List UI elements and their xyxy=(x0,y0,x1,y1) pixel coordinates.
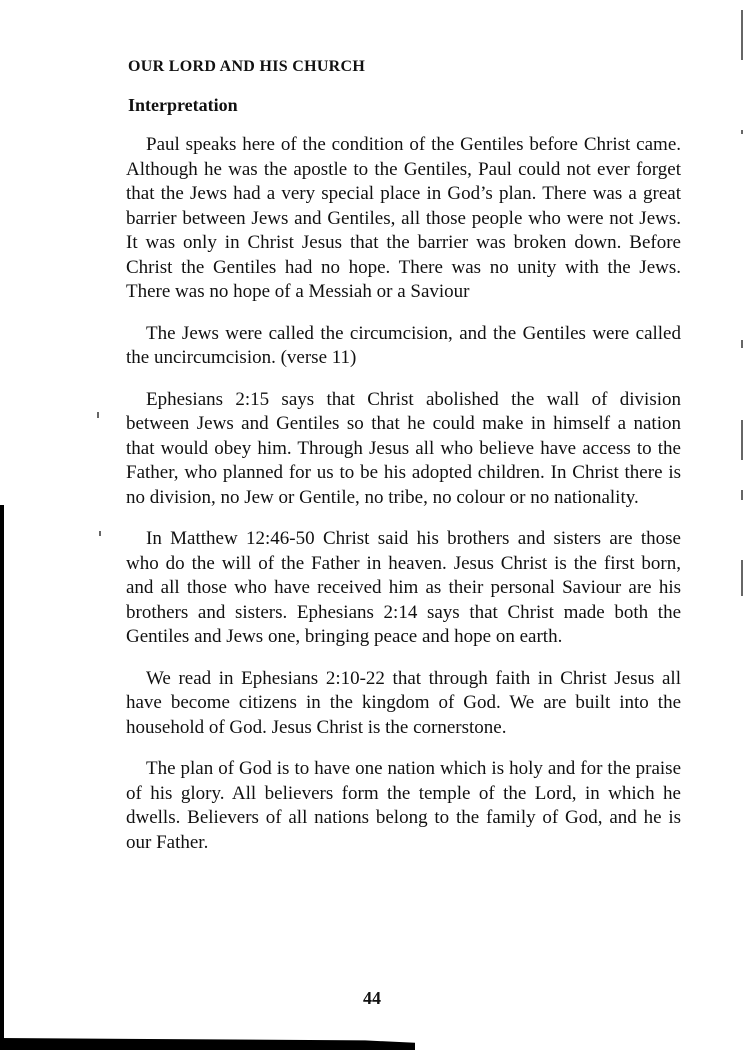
scan-mark xyxy=(99,531,101,536)
section-heading: Interpretation xyxy=(128,95,238,115)
scan-mark xyxy=(741,560,743,596)
scan-mark xyxy=(741,420,743,460)
paragraph: Ephesians 2:15 says that Christ abolished the wall of division between Jews and Gentiles so that he could make in himself a nation that would obey him. Through Jesus all who believe have access to the Father, who planned for us to be his adopted children. In Christ there is no division, no Jew or Gentile, no tribe, no colour or no nationality. xyxy=(126,388,681,508)
body-text xyxy=(126,133,681,872)
running-title: OUR LORD AND HIS CHURCH xyxy=(128,58,366,75)
scan-mark xyxy=(741,340,743,348)
paragraph: In Matthew 12:46-50 Christ said his brothers and sisters are those who do the will of the Father in heaven. Jesus Christ is the first born, and all those who have received him as their personal Saviour are his brothers and sisters. Ephesians 2:14 says that Christ made both the Gentiles and Jews one, bringing peace and hope on earth. xyxy=(126,528,681,647)
scan-mark xyxy=(741,10,743,60)
scan-mark xyxy=(741,130,743,134)
paragraph: The Jews were called the circumcision, and the Gentiles were called the uncircumcision. (verse 11) xyxy=(126,322,681,368)
scan-edge-left xyxy=(0,505,4,1045)
paragraph: The plan of God is to have one nation which is holy and for the praise of his glory. All believers form the temple of the Lord, in which he dwells. Believers of all nations belong to the family of God, and he is our Father. xyxy=(126,758,681,853)
paragraph: We read in Ephesians 2:10-22 that through faith in Christ Jesus all have become citizens in the kingdom of God. We are built into the household of God. Jesus Christ is the cornerstone. xyxy=(126,667,681,738)
scan-mark xyxy=(97,412,99,418)
scan-edge-bottom xyxy=(0,1038,415,1050)
page-number: 44 xyxy=(363,988,381,1008)
paragraph: Paul speaks here of the condition of the Gentiles before Christ came. Although he was the apostle to the Gentiles, Paul could not ever forget that the Jews had a very special place in God’s plan. There was a great barrier between Jews and Gentiles, all those people who were not Jews. It was only in Christ Jesus that the barrier was broken down. Before Christ the Gentiles had no hope. There was no unity with the Jews. There was no hope of a Messiah or a Saviour xyxy=(126,134,681,302)
scan-mark xyxy=(741,490,743,500)
